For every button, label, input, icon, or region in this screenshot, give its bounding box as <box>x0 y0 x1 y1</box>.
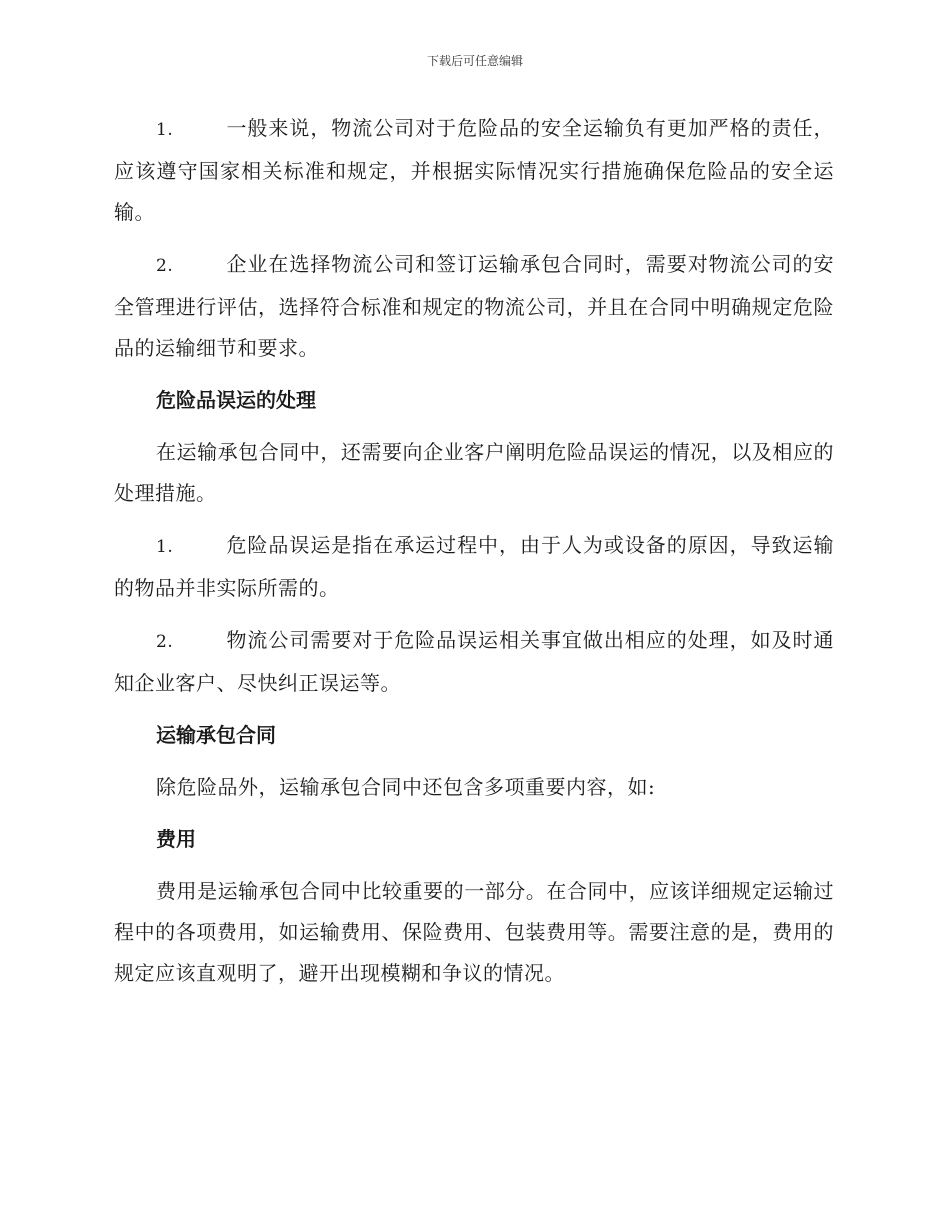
paragraph-text: 物流公司需要对于危险品误运相关事宜做出相应的处理，如及时通知企业客户、尽快纠正误运等。 <box>114 628 834 695</box>
list-number: 1. <box>156 537 174 557</box>
list-number: 2. <box>156 256 174 276</box>
paragraph: 费用是运输承包合同中比较重要的一部分。在合同中，应该详细规定运输过程中的各项费用，如运输费用、保险费用、包装费用等。需要注意的是，费用的规定应该直观明了，避开出现模糊和争议的情况。 <box>114 879 834 985</box>
paragraph: 在运输承包合同中，还需要向企业客户阐明危险品误运的情况，以及相应的处理措施。 <box>114 440 834 505</box>
section-heading: 运输承包合同 <box>156 723 276 747</box>
paragraph-text: 危险品误运是指在承运过程中，由于人为或设备的原因，导致运输的物品并非实际所需的。 <box>114 533 834 600</box>
page-header: 下载后可任意编辑 <box>426 54 523 68</box>
list-number: 1. <box>156 120 174 140</box>
section-heading: 危险品误运的处理 <box>156 388 316 412</box>
list-item <box>114 525 834 609</box>
paragraph-text: 一般来说，物流公司对于危险品的安全运输负有更加严格的责任，应该遵守国家相关标准和规定，并根据实际情况实行措施确保危险品的安全运输。 <box>114 116 834 224</box>
list-item <box>114 244 834 369</box>
list-item <box>114 108 834 233</box>
section-heading: 费用 <box>156 827 196 851</box>
document-body <box>114 108 834 1005</box>
list-item <box>114 620 834 704</box>
paragraph-text: 企业在选择物流公司和签订运输承包合同时，需要对物流公司的安全管理进行评估，选择符合标准和规定的物流公司，并且在合同中明确规定危险品的运输细节和要求。 <box>114 252 834 360</box>
paragraph: 除危险品外，运输承包合同中还包含多项重要内容，如: <box>156 775 656 799</box>
list-number: 2. <box>156 632 174 652</box>
